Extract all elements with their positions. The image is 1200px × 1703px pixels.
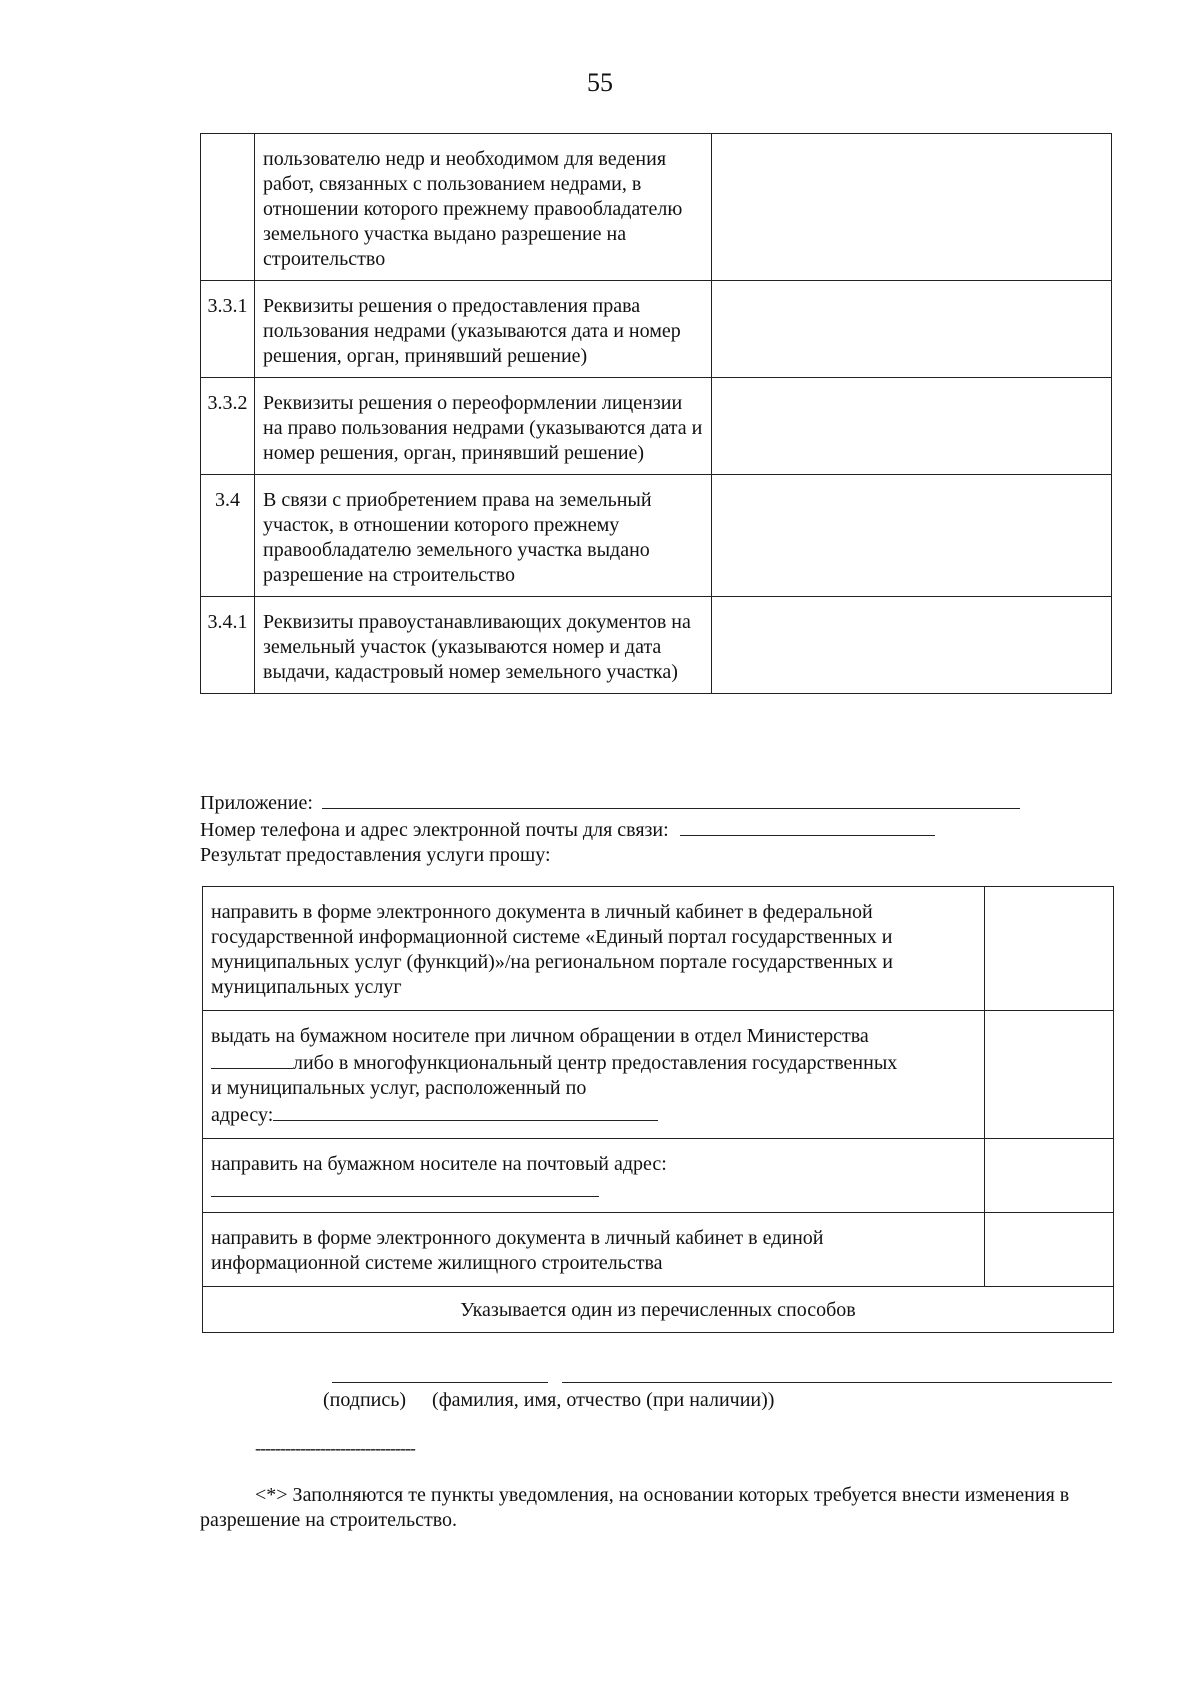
table-row	[203, 1287, 1114, 1333]
table-row	[203, 1011, 1114, 1139]
full-name-field[interactable]	[562, 1382, 1112, 1383]
row-description: В связи с приобретением права на земельный участок, в отношении которого прежнему правообладателю земельного участка выдано разрешение на строительство	[255, 475, 712, 597]
delivery-option-checkbox[interactable]	[985, 1139, 1114, 1213]
attachments-field[interactable]	[322, 789, 1020, 809]
delivery-option-in-person	[203, 1011, 985, 1139]
row-number: 3.4	[201, 475, 255, 597]
row-number	[201, 134, 255, 281]
option-text: либо в многофункциональный центр предоставления государственных	[293, 1052, 898, 1074]
option-text: и муниципальных услуг, расположенный по	[211, 1077, 587, 1099]
delivery-option-checkbox[interactable]	[985, 1213, 1114, 1287]
table-row	[203, 887, 1114, 1011]
result-label: Результат предоставления услуги прошу:	[200, 844, 551, 866]
contact-field[interactable]	[680, 816, 935, 836]
row-number: 3.3.1	[201, 281, 255, 378]
page-number: 55	[587, 68, 613, 97]
address-field[interactable]	[273, 1101, 658, 1121]
signature-field[interactable]	[332, 1382, 548, 1383]
delivery-method-table	[202, 886, 1114, 1333]
full-name-label: (фамилия, имя, отчество (при наличии))	[432, 1389, 775, 1411]
row-value-cell[interactable]	[712, 475, 1112, 597]
delivery-option-mail	[203, 1139, 985, 1213]
row-value-cell[interactable]	[712, 597, 1112, 694]
table-row	[203, 1213, 1114, 1287]
delivery-option-eisgs: направить в форме электронного документа в личный кабинет в единой информационной системе жилищного строительства	[203, 1213, 985, 1287]
row-description: Реквизиты правоустанавливающих документов на земельный участок (указываются номер и дата выдачи, кадастровый номер земельного участка)	[255, 597, 712, 694]
ministry-department-field[interactable]	[211, 1049, 293, 1069]
table-row	[203, 1139, 1114, 1213]
notification-table	[200, 133, 1112, 694]
table-row	[201, 134, 1112, 281]
row-number: 3.3.2	[201, 378, 255, 475]
row-description: пользователю недр и необходимом для ведения работ, связанных с пользованием недрами, в отношении которого прежнему правообладателю земельного участка выдано разрешение на строительство	[255, 134, 712, 281]
delivery-option-checkbox[interactable]	[985, 1011, 1114, 1139]
signature-label: (подпись)	[323, 1389, 407, 1411]
delivery-option-epgu: направить в форме электронного документа в личный кабинет в федеральной государственной информационной системе «Единый портал государственных и муниципальных услуг (функций)»/на региональном портале государственных и муниципальных услуг	[203, 887, 985, 1011]
table-row	[201, 281, 1112, 378]
row-description: Реквизиты решения о переоформлении лицензии на право пользования недрами (указываются дата и номер решения, орган, принявший решение)	[255, 378, 712, 475]
footnote-separator: --------------------------------	[255, 1438, 415, 1458]
table-row	[201, 475, 1112, 597]
option-text: выдать на бумажном носителе при личном обращении в отдел Министерства	[211, 1025, 869, 1047]
row-description: Реквизиты решения о предоставления права пользования недрами (указываются дата и номер решения, орган, принявший решение)	[255, 281, 712, 378]
attachments-label: Приложение:	[200, 792, 313, 814]
row-value-cell[interactable]	[712, 378, 1112, 475]
row-value-cell[interactable]	[712, 134, 1112, 281]
option-text: направить на бумажном носителе на почтовый адрес:	[211, 1153, 667, 1175]
row-number: 3.4.1	[201, 597, 255, 694]
option-text: адресу:	[211, 1104, 274, 1126]
delivery-note: Указывается один из перечисленных способов	[203, 1287, 1114, 1333]
table-row	[201, 378, 1112, 475]
table-row	[201, 597, 1112, 694]
request-details	[200, 789, 1020, 868]
footnote: <*> Заполняются те пункты уведомления, на основании которых требуется внести изменения в разрешение на строительство.	[200, 1484, 1070, 1531]
delivery-option-checkbox[interactable]	[985, 887, 1114, 1011]
contact-label: Номер телефона и адрес электронной почты для связи:	[200, 819, 669, 841]
postal-address-field[interactable]	[211, 1177, 599, 1197]
row-value-cell[interactable]	[712, 281, 1112, 378]
signature-labels	[323, 1389, 774, 1412]
